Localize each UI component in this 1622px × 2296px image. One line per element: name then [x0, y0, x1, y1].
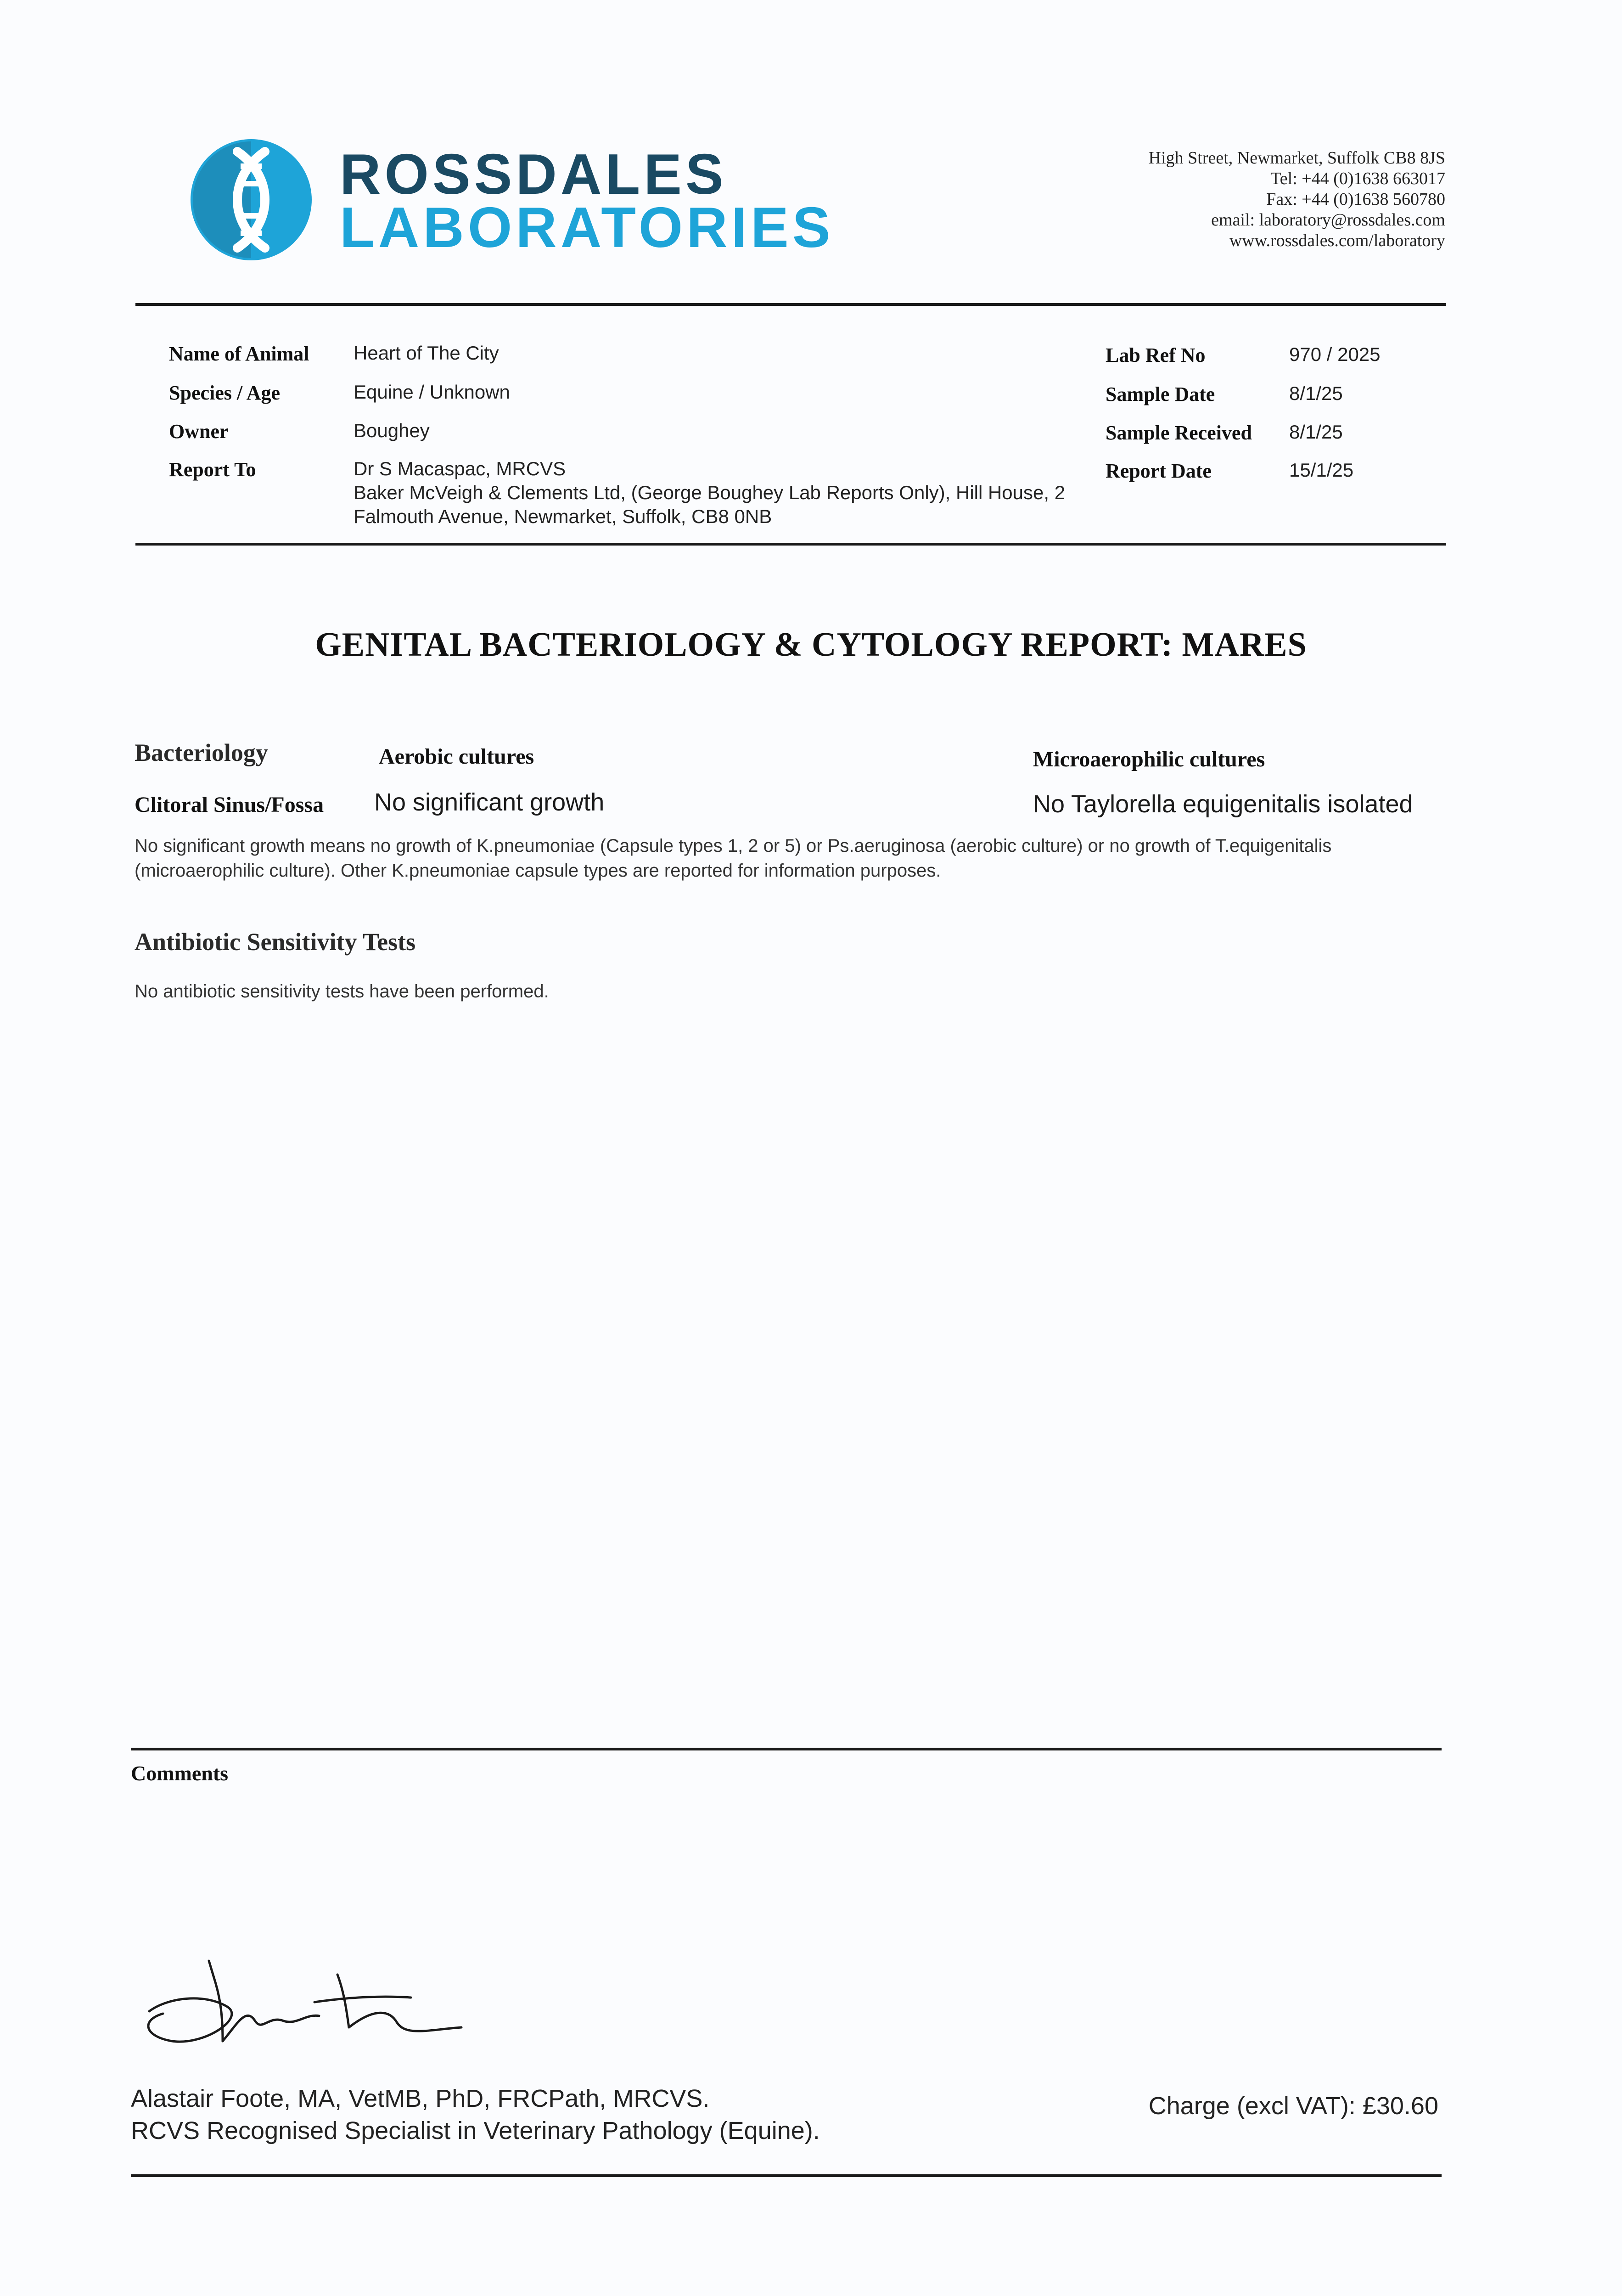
note-line: No significant growth means no growth of K.pneumoniae (Capsule types 1, 2 or 5) or Ps.aeruginosa (aerobic culture) or no growth of T.equigenitalis	[135, 836, 1332, 856]
address-street: High Street, Newmarket, Suffolk CB8 8JS	[1148, 148, 1445, 168]
lab-ref-label: Lab Ref No	[1106, 344, 1206, 366]
sample-received-value: 8/1/25	[1289, 421, 1343, 443]
sample-date-value: 8/1/25	[1289, 383, 1343, 404]
lab-ref-value: 970 / 2025	[1289, 343, 1381, 365]
bacteriology-note	[135, 833, 1466, 883]
address-website: www.rossdales.com/laboratory	[1229, 231, 1445, 250]
aerobic-heading: Aerobic cultures	[379, 744, 534, 769]
comments-rule	[131, 1748, 1442, 1750]
lab-address	[1032, 148, 1445, 251]
report-date-label: Report Date	[1106, 460, 1212, 482]
report-to-line: Falmouth Avenue, Newmarket, Suffolk, CB8 0NB	[354, 506, 772, 527]
report-title: GENITAL BACTERIOLOGY & CYTOLOGY REPORT: MARES	[315, 626, 1307, 664]
details-rule	[135, 543, 1446, 546]
name-value: Heart of The City	[354, 342, 499, 364]
antibiotic-text: No antibiotic sensitivity tests have been performed.	[135, 981, 549, 1002]
name-label: Name of Animal	[169, 343, 309, 365]
brand-name-line1: ROSSDALES	[340, 143, 727, 206]
sample-received-label: Sample Received	[1106, 422, 1252, 444]
address-email: email: laboratory@rossdales.com	[1211, 210, 1445, 230]
report-date-value: 15/1/25	[1289, 459, 1354, 481]
signatory-name: Alastair Foote, MA, VetMB, PhD, FRCPath, MRCVS.	[131, 2085, 710, 2112]
footer-rule	[131, 2174, 1442, 2177]
header-rule	[135, 303, 1446, 306]
comments-heading: Comments	[131, 1761, 229, 1785]
signatory-title: RCVS Recognised Specialist in Veterinary Pathology (Equine).	[131, 2117, 820, 2144]
report-to-line: Baker McVeigh & Clements Ltd, (George Boughey Lab Reports Only), Hill House, 2	[354, 482, 1066, 503]
aerobic-result: No significant growth	[374, 788, 605, 816]
signature-image	[131, 1947, 480, 2057]
owner-value: Boughey	[354, 420, 430, 441]
microaerophilic-heading: Microaerophilic cultures	[1033, 747, 1265, 771]
report-to-label: Report To	[169, 458, 256, 481]
brand-name-line2: LABORATORIES	[340, 196, 834, 259]
site-label: Clitoral Sinus/Fossa	[135, 793, 324, 817]
species-label: Species / Age	[169, 382, 280, 404]
signatory	[131, 2082, 820, 2147]
charge: Charge (excl VAT): £30.60	[1148, 2092, 1438, 2120]
species-value: Equine / Unknown	[354, 381, 510, 403]
bacteriology-heading: Bacteriology	[135, 739, 268, 766]
report-to-value	[354, 457, 1116, 529]
antibiotic-heading: Antibiotic Sensitivity Tests	[135, 928, 416, 956]
owner-label: Owner	[169, 420, 229, 443]
microaerophilic-result: No Taylorella equigenitalis isolated	[1033, 790, 1413, 818]
sample-date-label: Sample Date	[1106, 383, 1215, 405]
dna-helix-icon	[189, 138, 313, 262]
address-tel: Tel: +44 (0)1638 663017	[1270, 169, 1445, 188]
report-to-line: Dr S Macaspac, MRCVS	[354, 458, 566, 479]
note-line: (microaerophilic culture). Other K.pneumoniae capsule types are reported for information purposes.	[135, 861, 941, 881]
address-fax: Fax: +44 (0)1638 560780	[1266, 190, 1445, 209]
